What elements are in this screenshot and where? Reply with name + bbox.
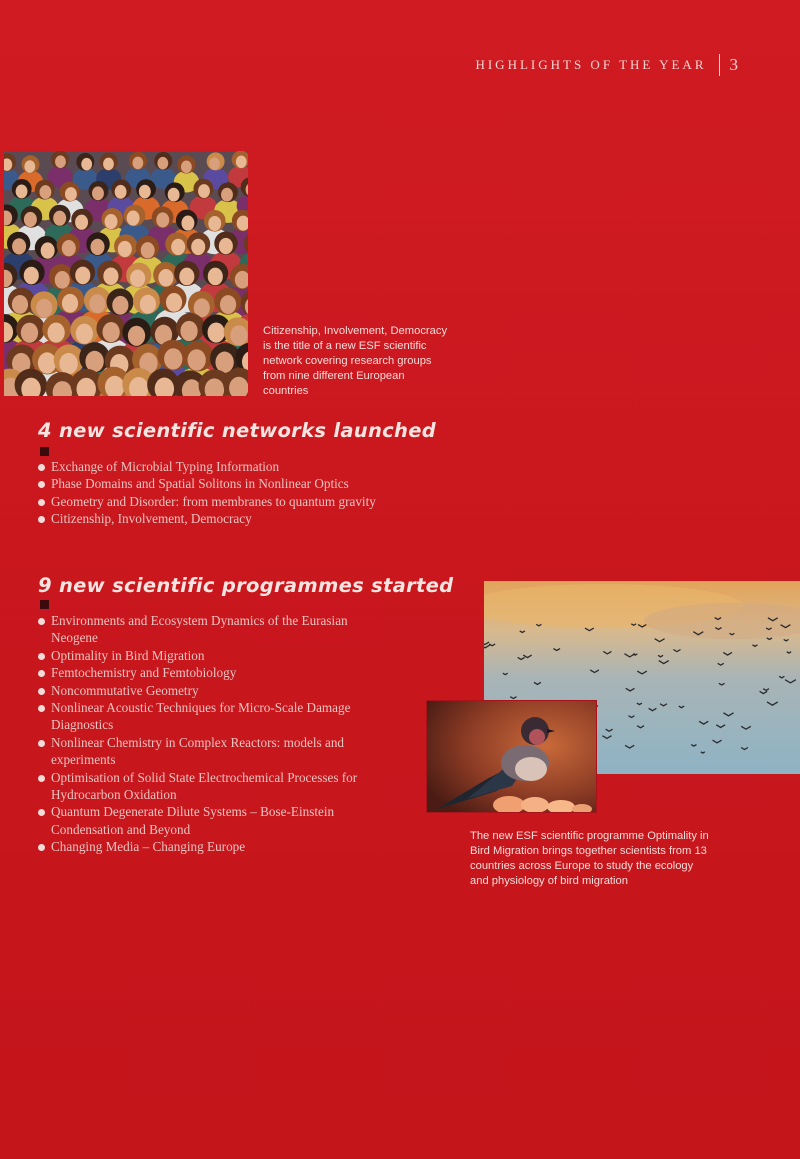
list-item-text: Changing Media – Changing Europe	[51, 839, 246, 855]
list-item-text: Environments and Ecosystem Dynamics of the Eurasian Neogene	[51, 613, 348, 646]
list-item-text: Optimality in Bird Migration	[51, 647, 205, 663]
list-item	[38, 647, 388, 664]
list-item-text: Nonlinear Chemistry in Complex Reactors: models and experiments	[51, 734, 345, 768]
running-head	[475, 54, 738, 76]
bullet-dot	[38, 688, 45, 695]
list-item	[38, 458, 388, 475]
bullet-dot	[38, 844, 45, 851]
list-item	[38, 769, 388, 804]
list-item	[38, 838, 388, 855]
networks-square-marker	[40, 447, 49, 456]
list-item-text: Phase Domains and Spatial Solitons in Nonlinear Optics	[51, 476, 349, 492]
bullet-dot	[38, 516, 45, 523]
swallow-photo	[426, 700, 597, 813]
bullet-dot	[38, 618, 45, 625]
bullet-dot	[38, 481, 45, 488]
list-item	[38, 612, 388, 647]
list-item-text: Noncommutative Geometry	[51, 682, 199, 698]
bird-photo-caption: The new ESF scientific programme Optimality in Bird Migration brings together scientists from 13 countries across Europe to study the ecology and physiology of bird migration	[470, 830, 709, 887]
list-item-text: Femtochemistry and Femtobiology	[51, 665, 237, 681]
list-item-text: Nonlinear Acoustic Techniques for Micro-Scale Damage Diagnostics	[51, 700, 351, 733]
page-number: 3	[729, 55, 738, 74]
networks-list	[38, 458, 388, 528]
list-item	[38, 475, 388, 492]
list-item-text: Geometry and Disorder: from membranes to quantum gravity	[51, 493, 376, 509]
running-title: HIGHLIGHTS OF THE YEAR	[475, 57, 707, 72]
bullet-dot	[38, 775, 45, 782]
crowd-photo	[4, 151, 248, 396]
list-item-text: Citizenship, Involvement, Democracy	[51, 511, 252, 527]
programmes-heading: 9 new scientific programmes started	[38, 574, 454, 597]
list-item	[38, 664, 388, 681]
list-item-text: Optimisation of Solid State Electrochemical Processes for Hydrocarbon Oxidation	[51, 769, 358, 803]
bullet-dot	[38, 499, 45, 506]
list-item-text: Quantum Degenerate Dilute Systems – Bose-Einstein Condensation and Beyond	[51, 804, 335, 837]
networks-heading: 4 new scientific networks launched	[38, 419, 437, 442]
list-item-text: Exchange of Microbial Typing Information	[51, 459, 280, 474]
header-divider	[719, 54, 720, 76]
bullet-dot	[38, 464, 45, 471]
list-item	[38, 699, 388, 734]
bullet-dot	[38, 809, 45, 816]
bullet-dot	[38, 740, 45, 747]
crowd-photo-caption: Citizenship, Involvement, Democracy is the title of a new ESF scientific network covering research groups from nine different European countries	[263, 325, 448, 397]
programmes-list	[38, 612, 388, 856]
list-item	[38, 803, 388, 838]
bullet-dot	[38, 705, 45, 712]
list-item	[38, 510, 388, 527]
bullet-dot	[38, 670, 45, 677]
bullet-dot	[38, 653, 45, 660]
list-item	[38, 682, 388, 699]
list-item	[38, 493, 388, 510]
programmes-square-marker	[40, 600, 49, 609]
list-item	[38, 734, 388, 769]
